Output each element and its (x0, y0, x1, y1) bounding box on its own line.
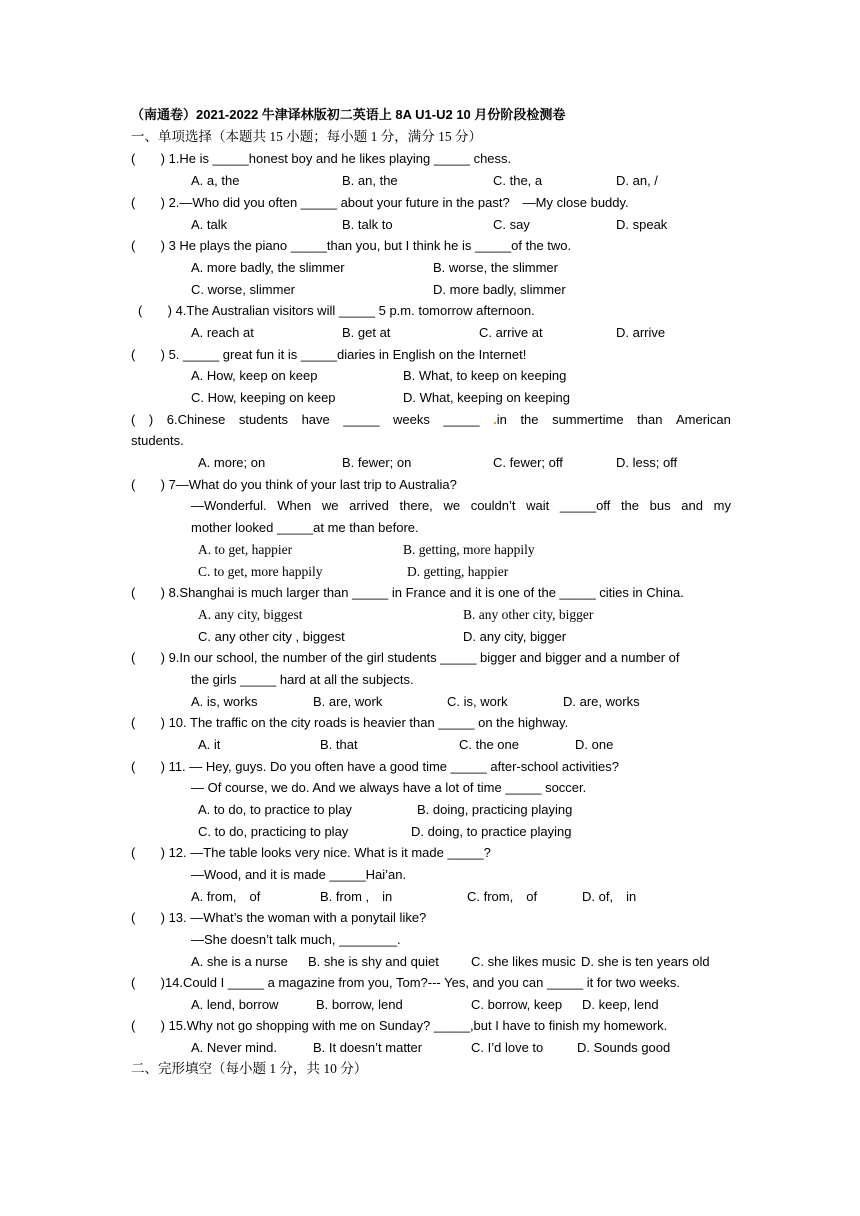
option[interactable]: B. from , in (320, 889, 393, 904)
question-2-stem: ( ) 2.—Who did you often _____ about your future in the past? —My close buddy. (131, 195, 629, 210)
document-title: （南通卷）2021-2022 牛津译林版初二英语上 8A U1-U2 10 月份阶段检测卷 (131, 107, 566, 122)
question-7-sub2: mother looked _____at me than before. (191, 520, 419, 535)
option[interactable]: A. any city, biggest (198, 607, 303, 622)
option[interactable]: B. are, work (313, 694, 383, 709)
option[interactable]: A. lend, borrow (191, 997, 279, 1012)
option[interactable]: A. talk (191, 217, 228, 232)
question-6-stem-cont: students. (131, 433, 184, 448)
stem-dot: . (493, 412, 497, 427)
option[interactable]: D. any city, bigger (463, 629, 567, 644)
option[interactable]: D. she is ten years old (581, 954, 710, 969)
question-14-stem: ( )14.Could I _____ a magazine from you, Tom?--- Yes, and you can _____ it for two weeks. (131, 975, 680, 990)
option[interactable]: B. that (320, 737, 358, 752)
option[interactable]: D. of, in (582, 889, 637, 904)
option[interactable]: C. from, of (467, 889, 538, 904)
option[interactable]: B. get at (342, 325, 391, 340)
option[interactable]: D. more badly, slimmer (433, 282, 566, 297)
question-9-sub1: the girls _____ hard at all the subjects. (191, 672, 414, 687)
option[interactable]: C. is, work (447, 694, 508, 709)
option[interactable]: A. more; on (198, 455, 266, 470)
question-7-stem: ( ) 7—What do you think of your last trip to Australia? (131, 477, 457, 492)
option[interactable]: D. less; off (616, 455, 678, 470)
option[interactable]: C. fewer; off (493, 455, 563, 470)
option[interactable]: C. to get, more happily (198, 564, 323, 579)
option[interactable]: D. speak (616, 217, 668, 232)
question-9-stem: ( ) 9.In our school, the number of the girl students _____ bigger and bigger and a number of (131, 650, 680, 665)
option[interactable]: C. to do, practicing to play (198, 824, 349, 839)
question-15-stem: ( ) 15.Why not go shopping with me on Sunday? _____,but I have to finish my homework. (131, 1018, 668, 1033)
option[interactable]: C. she likes music (471, 954, 576, 969)
option[interactable]: D. arrive (616, 325, 666, 340)
option[interactable]: B. she is shy and quiet (308, 954, 439, 969)
question-8-stem: ( ) 8.Shanghai is much larger than _____ in France and it is one of the _____ cities in China. (131, 585, 684, 600)
question-3-stem: ( ) 3 He plays the piano _____than you, but I think he is _____of the two. (131, 238, 572, 253)
option[interactable]: C. the, a (493, 173, 543, 188)
option[interactable]: A. to get, happier (198, 542, 293, 557)
option[interactable]: C. borrow, keep (471, 997, 563, 1012)
option[interactable]: B. fewer; on (342, 455, 412, 470)
question-11-stem: ( ) 11. — Hey, guys. Do you often have a good time _____ after-school activities? (131, 759, 620, 774)
option[interactable]: A. How, keep on keep (191, 368, 318, 383)
option[interactable]: A. reach at (191, 325, 254, 340)
option[interactable]: A. she is a nurse (191, 954, 288, 969)
option[interactable]: C. say (493, 217, 530, 232)
option[interactable]: D. What, keeping on keeping (403, 390, 570, 405)
option[interactable]: A. to do, to practice to play (198, 802, 352, 817)
question-13-sub1: —She doesn’t talk much, ________. (191, 932, 401, 947)
option[interactable]: A. Never mind. (191, 1040, 277, 1055)
option[interactable]: B. worse, the slimmer (433, 260, 558, 275)
option[interactable]: B. It doesn’t matter (313, 1040, 423, 1055)
option[interactable]: B. an, the (342, 173, 398, 188)
section-1-heading: 一、单项选择（本题共 15 小题；每小题 1 分，满分 15 分） (131, 129, 482, 144)
question-5-stem: ( ) 5. _____ great fun it is _____diaries in English on the Internet! (131, 347, 527, 362)
option[interactable]: C. How, keeping on keep (191, 390, 336, 405)
option[interactable]: B. doing, practicing playing (417, 802, 573, 817)
option[interactable]: B. What, to keep on keeping (403, 368, 567, 383)
option[interactable]: A. a, the (191, 173, 240, 188)
question-13-stem: ( ) 13. —What’s the woman with a ponytail like? (131, 910, 427, 925)
option[interactable]: A. it (198, 737, 221, 752)
question-1-stem: ( ) 1.He is _____honest boy and he likes playing _____ chess. (131, 151, 512, 166)
option[interactable]: C. worse, slimmer (191, 282, 296, 297)
option[interactable]: C. any other city , biggest (198, 629, 345, 644)
option[interactable]: B. borrow, lend (316, 997, 403, 1012)
option[interactable]: D. are, works (563, 694, 640, 709)
option[interactable]: A. more badly, the slimmer (191, 260, 345, 275)
option[interactable]: A. from, of (191, 889, 261, 904)
option[interactable]: B. any other city, bigger (463, 607, 594, 622)
option[interactable]: A. is, works (191, 694, 258, 709)
option[interactable]: D. keep, lend (582, 997, 659, 1012)
question-12-sub1: —Wood, and it is made _____Hai’an. (191, 867, 407, 882)
section-2-heading: 二、完形填空（每小题 1 分，共 10 分） (131, 1061, 368, 1076)
option[interactable]: D. an, / (616, 173, 658, 188)
question-11-sub1: — Of course, we do. And we always have a lot of time _____ soccer. (191, 780, 587, 795)
option[interactable]: C. I’d love to (471, 1040, 544, 1055)
question-4-stem: ( ) 4.The Australian visitors will _____ 5 p.m. tomorrow afternoon. (138, 303, 535, 318)
option[interactable]: B. getting, more happily (403, 542, 535, 557)
option[interactable]: D. one (575, 737, 614, 752)
option[interactable]: C. arrive at (479, 325, 543, 340)
option[interactable]: B. talk to (342, 217, 393, 232)
option[interactable]: D. Sounds good (577, 1040, 671, 1055)
option[interactable]: D. doing, to practice playing (411, 824, 572, 839)
option[interactable]: D. getting, happier (407, 564, 509, 579)
question-10-stem: ( ) 10. The traffic on the city roads is heavier than _____ on the highway. (131, 715, 569, 730)
question-6-stem: ( ) 6.Chinese students have _____ weeks _____ .in the summertime than American (131, 412, 731, 427)
question-7-sub1: —Wonderful. When we arrived there, we couldn’t wait _____off the bus and my (191, 498, 731, 513)
option[interactable]: C. the one (459, 737, 519, 752)
question-12-stem: ( ) 12. —The table looks very nice. What is it made _____? (131, 845, 491, 860)
